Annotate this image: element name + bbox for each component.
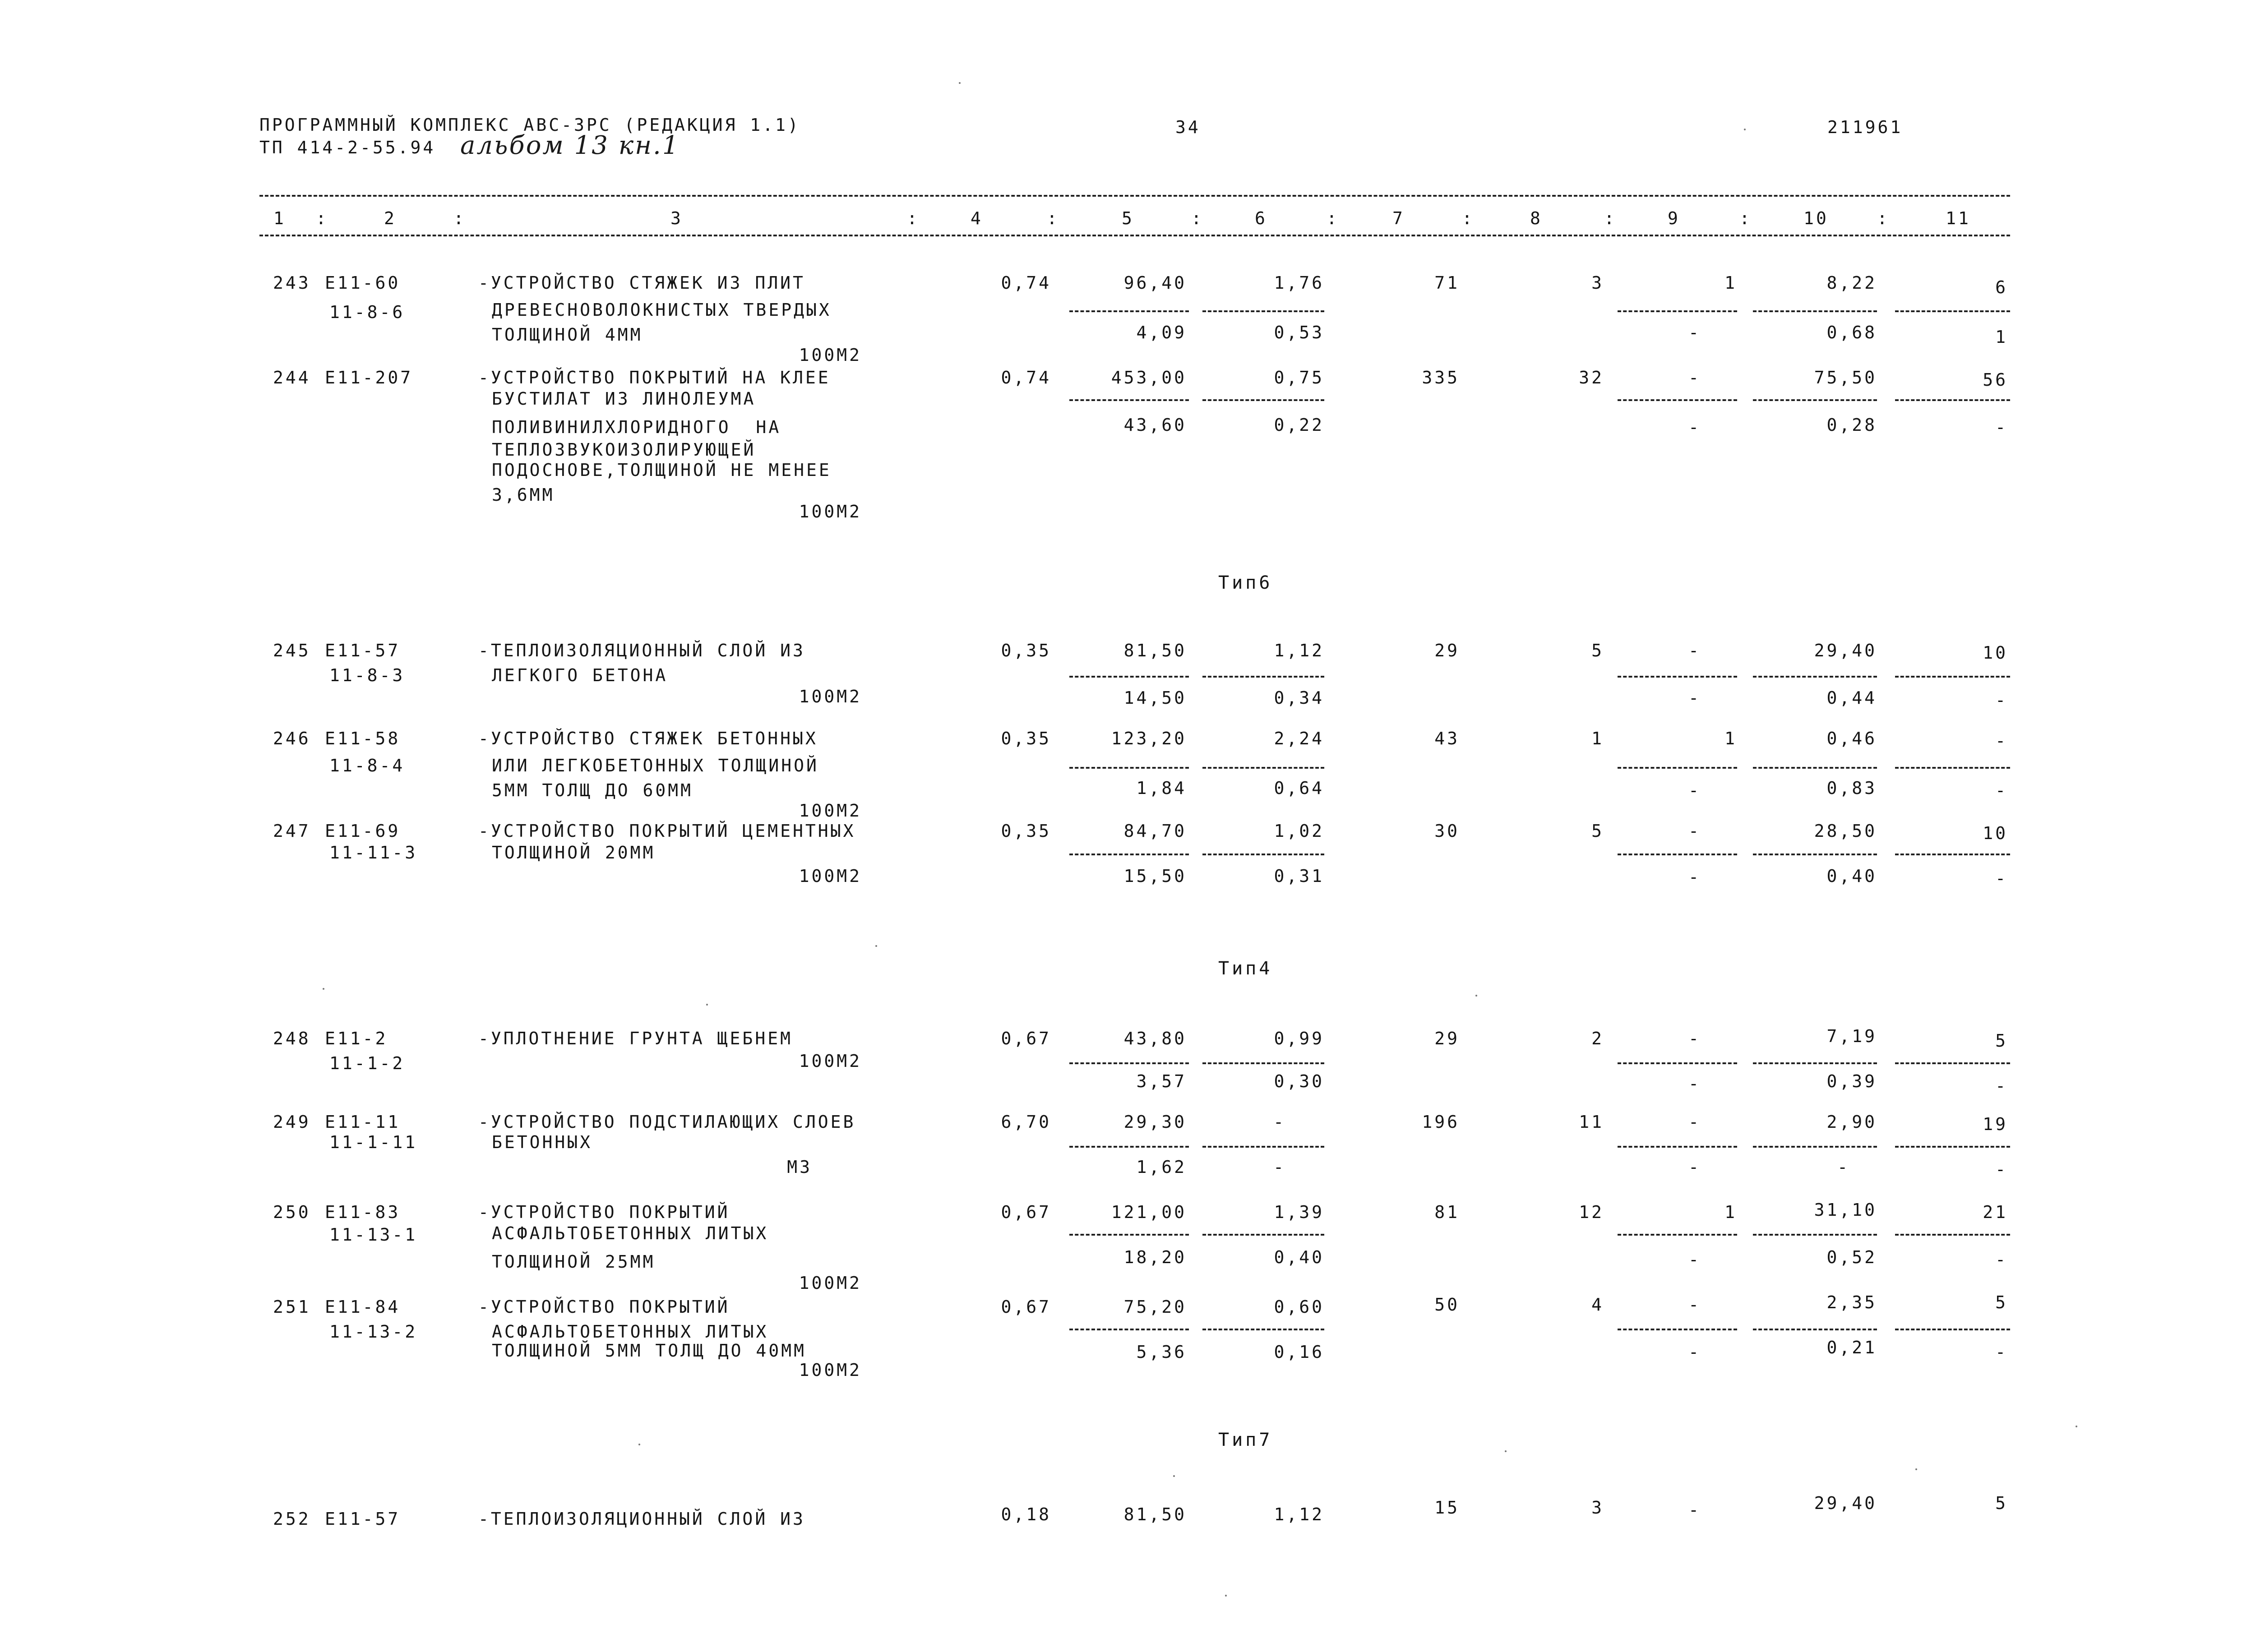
cell-col4: 0,35	[1001, 729, 1051, 748]
cell-divider	[1753, 767, 1877, 769]
cell-divider	[1753, 1329, 1877, 1330]
cell-col6-top: 1,12	[1274, 641, 1324, 660]
col-sep: :	[1462, 208, 1475, 228]
row-unit: 100М2	[799, 1051, 862, 1071]
row-description: -УСТРОЙСТВО СТЯЖЕК БЕТОННЫХ	[478, 729, 818, 748]
cell-col11-bottom: -	[1995, 1159, 2008, 1179]
scan-speck	[1505, 1450, 1507, 1452]
cell-divider	[1895, 854, 2010, 855]
row-code: Е11-60	[325, 273, 401, 293]
col-header-5: 5	[1122, 208, 1134, 228]
page-number: 34	[1175, 117, 1201, 137]
row-description: -УСТРОЙСТВО ПОКРЫТИЙ	[478, 1297, 730, 1317]
cell-col11-top: 10	[1983, 643, 2008, 663]
row-description: ИЛИ ЛЕГКОБЕТОННЫХ ТОЛЩИНОЙ	[492, 756, 819, 775]
cell-col8: 32	[1579, 368, 1604, 388]
cell-col11-bottom: 1	[1995, 327, 2008, 347]
row-number: 250	[273, 1202, 311, 1222]
row-code: Е11-207	[325, 368, 413, 388]
cell-col6-bottom: 0,53	[1274, 323, 1324, 342]
cell-divider	[1202, 310, 1324, 312]
cell-col7: 71	[1434, 273, 1460, 293]
row-code: Е11-58	[325, 729, 401, 748]
cell-col5-top: 81,50	[1123, 641, 1187, 660]
program-title: ПРОГРАММНЫЙ КОМПЛЕКС АВС-ЗРС (РЕДАКЦИЯ 1.1)	[259, 115, 800, 135]
cell-col9-bottom: -	[1688, 867, 1701, 887]
cell-col5-top: 453,00	[1111, 368, 1187, 388]
cell-col7: 29	[1434, 641, 1460, 660]
cell-col5-top: 29,30	[1123, 1112, 1187, 1132]
col-sep: :	[1191, 208, 1204, 228]
cell-col10-bottom: 0,83	[1826, 778, 1877, 798]
cell-col5-top: 84,70	[1123, 821, 1187, 841]
cell-col6-bottom: 0,34	[1274, 688, 1324, 708]
cell-col11-bottom: -	[1995, 417, 2008, 437]
cell-col9-top: -	[1688, 1029, 1701, 1048]
cell-divider	[1753, 676, 1877, 678]
col-sep: :	[453, 208, 466, 228]
cell-col7: 29	[1434, 1029, 1460, 1048]
row-description: 3,6ММ	[492, 485, 555, 505]
cell-col8: 4	[1591, 1295, 1604, 1315]
cell-col7: 43	[1434, 729, 1460, 748]
row-unit: 100М2	[799, 801, 862, 821]
cell-col8: 11	[1579, 1112, 1604, 1132]
header-rule-top	[259, 195, 2010, 197]
cell-col6-top: 2,24	[1274, 729, 1324, 748]
cell-col11-top: 21	[1983, 1202, 2008, 1222]
col-sep: :	[1877, 208, 1890, 228]
cell-col4: 0,67	[1001, 1202, 1051, 1222]
row-unit: 100М2	[799, 866, 862, 886]
cell-col8: 5	[1591, 641, 1604, 660]
row-number: 244	[273, 368, 311, 388]
cell-divider	[1618, 310, 1737, 312]
col-sep: :	[1739, 208, 1752, 228]
cell-col4: 0,18	[1001, 1504, 1051, 1524]
cell-col6-bottom: 0,40	[1274, 1247, 1324, 1267]
cell-divider	[1069, 676, 1189, 678]
row-description: ТОЛЩИНОЙ 5ММ ТОЛЩ ДО 40ММ	[492, 1341, 806, 1361]
cell-col9-top: 1	[1724, 1202, 1737, 1222]
cell-col10-bottom: 0,68	[1826, 323, 1877, 342]
scan-speck	[875, 945, 877, 947]
cell-divider	[1618, 1329, 1737, 1330]
scan-speck	[1915, 1468, 1917, 1470]
cell-divider	[1895, 676, 2010, 678]
cell-col6-top: -	[1273, 1112, 1286, 1132]
row-description: ТЕПЛОЗВУКОИЗОЛИРУЮЩЕЙ	[492, 440, 756, 460]
cell-col8: 1	[1591, 729, 1604, 748]
cell-col9-top: -	[1688, 641, 1701, 660]
row-subcode: 11-11-3	[329, 843, 418, 863]
cell-col9-top: -	[1688, 821, 1701, 841]
cell-divider	[1753, 854, 1877, 855]
scan-speck	[1173, 1475, 1175, 1477]
cell-col10-top: 75,50	[1814, 368, 1877, 388]
cell-col10-top: 0,46	[1826, 729, 1877, 748]
cell-divider	[1753, 399, 1877, 401]
cell-col5-bottom: 5,36	[1136, 1342, 1187, 1362]
cell-divider	[1069, 1234, 1189, 1236]
cell-col6-top: 1,12	[1274, 1504, 1324, 1524]
cell-col11-bottom: -	[1995, 690, 2008, 710]
row-number: 247	[273, 821, 311, 841]
cell-divider	[1618, 1062, 1737, 1064]
cell-col11-top: -	[1995, 731, 2008, 751]
col-header-4: 4	[971, 208, 983, 228]
row-unit: 100М2	[799, 345, 862, 365]
cell-col10-top: 8,22	[1826, 273, 1877, 293]
row-code: Е11-84	[325, 1297, 401, 1317]
row-description: ПОДОСНОВЕ,ТОЛЩИНОЙ НЕ МЕНЕЕ	[492, 460, 832, 480]
cell-col6-top: 1,39	[1274, 1202, 1324, 1222]
scan-speck	[1475, 995, 1477, 997]
cell-divider	[1895, 1146, 2010, 1148]
cell-col8: 12	[1579, 1202, 1604, 1222]
cell-col10-bottom: 0,44	[1826, 688, 1877, 708]
cell-col6-bottom: 0,16	[1274, 1342, 1324, 1362]
row-description: АСФАЛЬТОБЕТОННЫХ ЛИТЫХ	[492, 1322, 769, 1342]
col-header-8: 8	[1530, 208, 1543, 228]
cell-divider	[1753, 1062, 1877, 1064]
cell-col9-bottom: -	[1688, 417, 1701, 437]
cell-col10-bottom: -	[1837, 1157, 1850, 1177]
cell-divider	[1202, 1234, 1324, 1236]
handwritten-note: альбом 13 кн.1	[460, 131, 680, 160]
row-description: ПОЛИВИНИЛХЛОРИДНОГО НА	[492, 417, 781, 437]
scan-speck	[959, 82, 961, 84]
cell-col9-bottom: -	[1688, 1074, 1701, 1094]
row-description: ДРЕВЕСНОВОЛОКНИСТЫХ ТВЕРДЫХ	[492, 300, 832, 320]
cell-divider	[1069, 310, 1189, 312]
cell-col9-top: 1	[1724, 729, 1737, 748]
col-header-10: 10	[1803, 208, 1829, 228]
cell-col9-bottom: -	[1688, 323, 1701, 342]
cell-col5-bottom: 3,57	[1136, 1071, 1187, 1091]
cell-col6-top: 1,02	[1274, 821, 1324, 841]
cell-col11-bottom: -	[1995, 1250, 2008, 1269]
cell-divider	[1895, 767, 2010, 769]
row-number: 249	[273, 1112, 311, 1132]
cell-col8: 5	[1591, 821, 1604, 841]
cell-col7: 50	[1434, 1295, 1460, 1315]
scan-speck	[1744, 129, 1746, 130]
row-description: -УСТРОЙСТВО ПОКРЫТИЙ	[478, 1202, 730, 1222]
cell-col10-top: 29,40	[1814, 1493, 1877, 1513]
document-code: 211961	[1827, 117, 1903, 137]
cell-divider	[1069, 1329, 1189, 1330]
cell-col5-top: 96,40	[1123, 273, 1187, 293]
cell-col11-top: 6	[1995, 277, 2008, 297]
cell-divider	[1069, 767, 1189, 769]
cell-col10-top: 2,35	[1826, 1292, 1877, 1312]
cell-col5-top: 123,20	[1111, 729, 1187, 748]
row-subcode: 11-1-11	[329, 1132, 418, 1152]
row-description: -УСТРОЙСТВО СТЯЖЕК ИЗ ПЛИТ	[478, 273, 805, 293]
row-number: 248	[273, 1029, 311, 1048]
cell-col5-bottom: 18,20	[1123, 1247, 1187, 1267]
cell-divider	[1895, 310, 2010, 312]
row-unit: 100М2	[799, 1360, 862, 1380]
cell-col9-top: -	[1688, 1295, 1701, 1315]
row-description: -УСТРОЙСТВО ПОДСТИЛАЮЩИХ СЛОЕВ	[478, 1112, 856, 1132]
scan-speck	[323, 988, 324, 990]
cell-divider	[1618, 1146, 1737, 1148]
row-subcode: 11-13-2	[329, 1322, 418, 1342]
col-header-9: 9	[1668, 208, 1680, 228]
cell-col9-top: -	[1688, 368, 1701, 388]
cell-col5-top: 121,00	[1111, 1202, 1187, 1222]
col-header-6: 6	[1255, 208, 1267, 228]
cell-divider	[1202, 854, 1324, 855]
cell-col8: 3	[1591, 273, 1604, 293]
cell-col5-top: 75,20	[1123, 1297, 1187, 1317]
col-sep: :	[316, 208, 328, 228]
cell-col11-top: 10	[1983, 823, 2008, 843]
row-code: Е11-11	[325, 1112, 401, 1132]
cell-col10-top: 28,50	[1814, 821, 1877, 841]
cell-divider	[1618, 676, 1737, 678]
cell-col11-top: 5	[1995, 1493, 2008, 1513]
row-subcode: 11-8-4	[329, 756, 405, 775]
section-heading: Тип7	[1218, 1430, 1273, 1450]
cell-divider	[1202, 1146, 1324, 1148]
cell-col5-bottom: 1,62	[1136, 1157, 1187, 1177]
cell-col4: 0,35	[1001, 641, 1051, 660]
cell-col4: 0,67	[1001, 1029, 1051, 1048]
cell-col11-bottom: -	[1995, 780, 2008, 800]
cell-divider	[1618, 1234, 1737, 1236]
cell-divider	[1895, 1062, 2010, 1064]
cell-divider	[1895, 1329, 2010, 1330]
cell-col5-bottom: 1,84	[1136, 778, 1187, 798]
row-number: 252	[273, 1509, 311, 1529]
scan-speck	[2076, 1426, 2077, 1427]
cell-divider	[1202, 767, 1324, 769]
cell-col9-top: 1	[1724, 273, 1737, 293]
cell-col5-bottom: 14,50	[1123, 688, 1187, 708]
col-sep: :	[1327, 208, 1339, 228]
cell-col10-top: 31,10	[1814, 1200, 1877, 1220]
cell-col11-top: 56	[1983, 370, 2008, 390]
cell-col5-bottom: 43,60	[1123, 415, 1187, 435]
cell-col9-bottom: -	[1688, 1250, 1701, 1269]
cell-col6-top: 0,99	[1274, 1029, 1324, 1048]
cell-divider	[1202, 1062, 1324, 1064]
cell-divider	[1895, 1234, 2010, 1236]
scan-speck	[1225, 1595, 1227, 1597]
cell-col10-top: 2,90	[1826, 1112, 1877, 1132]
cell-divider	[1202, 1329, 1324, 1330]
row-unit: 100М2	[799, 502, 862, 521]
header-rule-bottom	[259, 235, 2010, 236]
row-description: -ТЕПЛОИЗОЛЯЦИОННЫЙ СЛОЙ ИЗ	[478, 641, 805, 660]
row-subcode: 11-1-2	[329, 1053, 405, 1073]
cell-col5-top: 43,80	[1123, 1029, 1187, 1048]
cell-col6-top: 0,60	[1274, 1297, 1324, 1317]
cell-col10-bottom: 0,39	[1826, 1071, 1877, 1091]
row-subcode: 11-8-3	[329, 665, 405, 685]
row-number: 243	[273, 273, 311, 293]
row-number: 246	[273, 729, 311, 748]
row-description: -УСТРОЙСТВО ПОКРЫТИЙ ЦЕМЕНТНЫХ	[478, 821, 856, 841]
col-header-1: 1	[273, 208, 286, 228]
row-code: Е11-83	[325, 1202, 401, 1222]
row-description: ТОЛЩИНОЙ 4ММ	[492, 325, 643, 345]
cell-col7: 81	[1434, 1202, 1460, 1222]
cell-col10-bottom: 0,28	[1826, 415, 1877, 435]
col-sep: :	[1047, 208, 1059, 228]
cell-divider	[1069, 1146, 1189, 1148]
cell-col4: 0,74	[1001, 273, 1051, 293]
cell-col10-bottom: 0,40	[1826, 866, 1877, 886]
cell-col4: 0,67	[1001, 1297, 1051, 1317]
cell-col4: 0,74	[1001, 368, 1051, 388]
cell-col11-top: 19	[1983, 1114, 2008, 1134]
row-code: Е11-69	[325, 821, 401, 841]
row-unit: М3	[787, 1157, 812, 1177]
col-header-2: 2	[384, 208, 397, 228]
row-description: -ТЕПЛОИЗОЛЯЦИОННЫЙ СЛОЙ ИЗ	[478, 1509, 805, 1529]
cell-divider	[1753, 1146, 1877, 1148]
cell-col6-top: 0,75	[1274, 368, 1324, 388]
cell-col6-bottom: 0,30	[1274, 1071, 1324, 1091]
cell-divider	[1618, 767, 1737, 769]
row-description: БЕТОННЫХ	[492, 1132, 593, 1152]
row-description: -УПЛОТНЕНИЕ ГРУНТА ЩЕБНЕМ	[478, 1029, 793, 1048]
cell-col11-top: 5	[1995, 1031, 2008, 1051]
cell-col6-top: 1,76	[1274, 273, 1324, 293]
cell-col10-top: 7,19	[1826, 1026, 1877, 1046]
cell-divider	[1069, 399, 1189, 401]
row-code: Е11-57	[325, 641, 401, 660]
cell-col11-bottom: -	[1995, 1076, 2008, 1096]
cell-col9-top: -	[1688, 1500, 1701, 1520]
cell-col4: 0,35	[1001, 821, 1051, 841]
row-description: ТОЛЩИНОЙ 20ММ	[492, 843, 656, 863]
row-description: -УСТРОЙСТВО ПОКРЫТИЙ НА КЛЕЕ	[478, 368, 831, 388]
scan-speck	[706, 1004, 708, 1006]
cell-col9-bottom: -	[1688, 780, 1701, 800]
row-subcode: 11-13-1	[329, 1225, 418, 1245]
cell-divider	[1895, 399, 2010, 401]
section-heading: Тип6	[1218, 572, 1273, 593]
cell-col7: 335	[1422, 368, 1460, 388]
row-description: ЛЕГКОГО БЕТОНА	[492, 665, 668, 685]
row-description: 5ММ ТОЛЩ ДО 60ММ	[492, 780, 693, 800]
row-description: БУСТИЛАТ ИЗ ЛИНОЛЕУМА	[492, 389, 756, 409]
col-header-11: 11	[1946, 208, 1971, 228]
cell-col5-top: 81,50	[1123, 1504, 1187, 1524]
cell-col4: 6,70	[1001, 1112, 1051, 1132]
cell-divider	[1202, 676, 1324, 678]
col-header-3: 3	[670, 208, 683, 228]
cell-col5-bottom: 15,50	[1123, 866, 1187, 886]
scan-speck	[638, 1444, 640, 1445]
cell-col11-top: 5	[1995, 1292, 2008, 1312]
cell-divider	[1753, 1234, 1877, 1236]
cell-divider	[1753, 310, 1877, 312]
row-unit: 100М2	[799, 1273, 862, 1293]
row-code: Е11-57	[325, 1509, 401, 1529]
row-description: ТОЛЩИНОЙ 25ММ	[492, 1252, 656, 1272]
cell-col9-bottom: -	[1688, 1157, 1701, 1177]
cell-col6-bottom: 0,22	[1274, 415, 1324, 435]
cell-col7: 30	[1434, 821, 1460, 841]
cell-col10-top: 29,40	[1814, 641, 1877, 660]
section-heading: Тип4	[1218, 958, 1273, 979]
row-code: Е11-2	[325, 1029, 388, 1048]
cell-col6-bottom: 0,64	[1274, 778, 1324, 798]
cell-col10-bottom: 0,21	[1826, 1338, 1877, 1357]
cell-divider	[1618, 854, 1737, 855]
cell-col11-bottom: -	[1995, 1342, 2008, 1362]
cell-col7: 196	[1422, 1112, 1460, 1132]
row-subcode: 11-8-6	[329, 302, 405, 322]
cell-col5-bottom: 4,09	[1136, 323, 1187, 342]
cell-col8: 3	[1591, 1498, 1604, 1518]
cell-divider	[1202, 399, 1324, 401]
cell-divider	[1069, 1062, 1189, 1064]
row-description: АСФАЛЬТОБЕТОННЫХ ЛИТЫХ	[492, 1223, 769, 1243]
cell-col9-bottom: -	[1688, 688, 1701, 708]
cell-col10-bottom: 0,52	[1826, 1247, 1877, 1267]
cell-col7: 15	[1434, 1498, 1460, 1518]
row-unit: 100М2	[799, 687, 862, 706]
col-sep: :	[1604, 208, 1617, 228]
cell-divider	[1069, 854, 1189, 855]
cell-col6-bottom: -	[1273, 1157, 1286, 1177]
cell-col6-bottom: 0,31	[1274, 866, 1324, 886]
col-sep: :	[907, 208, 920, 228]
cell-col9-top: -	[1688, 1112, 1701, 1132]
col-header-7: 7	[1392, 208, 1405, 228]
cell-col9-bottom: -	[1688, 1342, 1701, 1362]
row-number: 245	[273, 641, 311, 660]
row-number: 251	[273, 1297, 311, 1317]
cell-divider	[1618, 399, 1737, 401]
cell-col11-bottom: -	[1995, 868, 2008, 888]
project-code: ТП 414-2-55.94	[259, 138, 436, 157]
cell-col8: 2	[1591, 1029, 1604, 1048]
